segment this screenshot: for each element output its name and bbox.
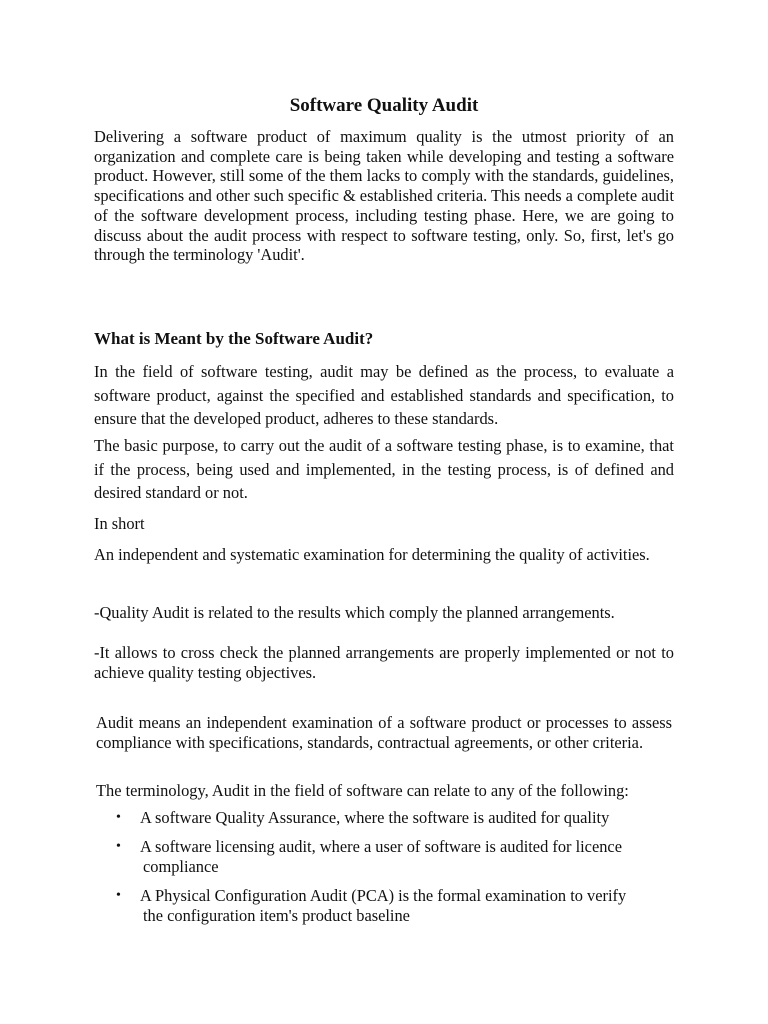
list-item-text: A Physical Configuration Audit (PCA) is the formal examination to verify: [140, 886, 627, 905]
list-item: [96, 886, 674, 926]
list-item: [96, 837, 674, 877]
bullet-icon: •: [116, 810, 121, 825]
cross-check-point: -It allows to cross check the planned arrangements are properly implemented or not to achieve quality testing objectives.: [94, 643, 674, 682]
in-short-label: In short: [94, 514, 145, 533]
list-item-text: A software licensing audit, where a user of software is audited for licence: [140, 837, 622, 856]
page-title: Software Quality Audit: [289, 95, 479, 116]
purpose-paragraph: The basic purpose, to carry out the audit of a software testing phase, is to examine, that if the process, being used and implemented, in the testing process, is of defined and desired standard or not.: [94, 436, 674, 502]
list-item-text-continued: the configuration item's product baseline: [143, 906, 410, 925]
audit-means-paragraph: Audit means an independent examination of a software product or processes to assess compliance with specifications, standards, contractual agreements, or other criteria.: [96, 713, 672, 752]
section-heading: What is Meant by the Software Audit?: [94, 329, 374, 348]
list-item: [96, 808, 674, 828]
intro-paragraph: Delivering a software product of maximum quality is the utmost priority of an organization and complete care is being taken while developing and testing a software product. However, still some of the them lacks to comply with the standards, guidelines, specifications and other such specific & established criteria. This needs a complete audit of the software development process, including testing phase. Here, we are going to discuss about the audit process with respect to software testing, only. So, first, let's go through the terminology 'Audit'.: [94, 127, 675, 265]
list-item-text-continued: compliance: [143, 857, 219, 876]
definition-paragraph: In the field of software testing, audit may be defined as the process, to evaluate a software product, against the specified and established standards and specification, to ensure that the developed product, adheres to these standards.: [94, 362, 674, 428]
bullet-icon: •: [116, 839, 121, 854]
quality-audit-point: -Quality Audit is related to the results which comply the planned arrangements.: [94, 603, 615, 622]
independent-paragraph: An independent and systematic examination for determining the quality of activities.: [94, 545, 650, 564]
audit-types-list: [96, 808, 674, 935]
bullet-icon: •: [116, 888, 121, 903]
list-item-text: A software Quality Assurance, where the software is audited for quality: [140, 808, 610, 827]
terminology-paragraph: The terminology, Audit in the field of software can relate to any of the following:: [96, 781, 629, 800]
